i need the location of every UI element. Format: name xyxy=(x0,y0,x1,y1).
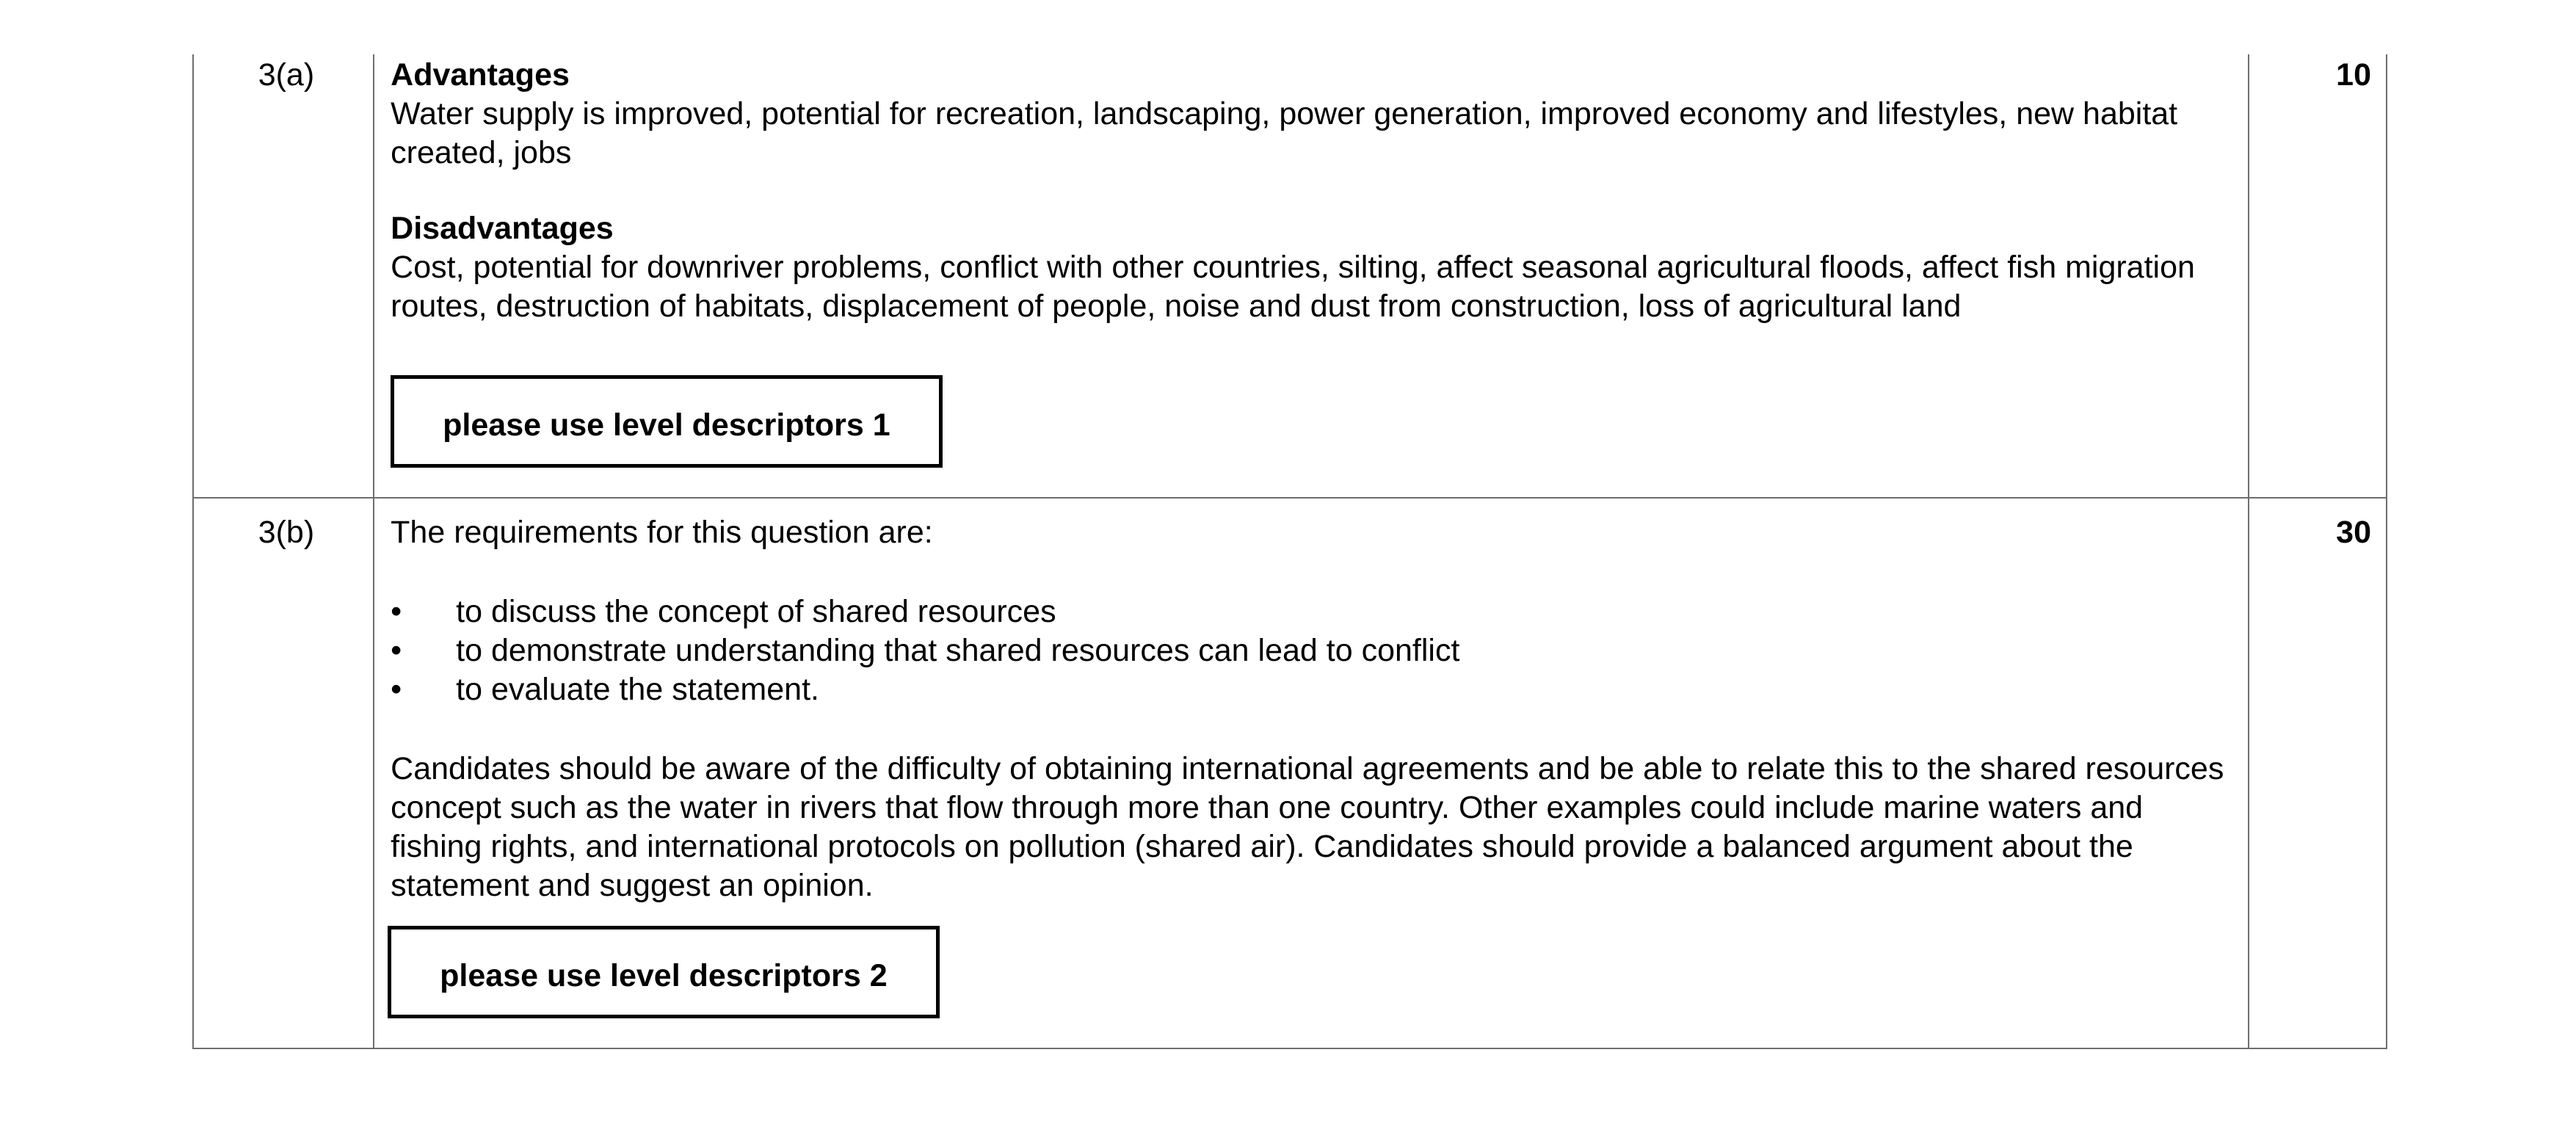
list-item-text: to discuss the concept of shared resources xyxy=(456,594,1056,629)
question-number: 3(b) xyxy=(193,498,374,1048)
list-item-text: to evaluate the statement. xyxy=(456,672,819,707)
bullet-icon: • xyxy=(391,672,402,707)
level-descriptor-box: please use level descriptors 1 xyxy=(391,375,943,468)
marks-value: 10 xyxy=(2249,54,2387,498)
question-number: 3(a) xyxy=(193,54,374,498)
list-item xyxy=(391,670,2226,709)
spacer xyxy=(391,173,2226,209)
level-descriptor-box: please use level descriptors 2 xyxy=(388,926,940,1018)
requirements-intro: The requirements for this question are: xyxy=(391,515,933,550)
guidance-text: Candidates should be aware of the difficulty of obtaining international agreements and be able to relate this to the shared resources concept such as the water in rivers that flow through more than one country. Other examples could include marine waters and fishing rights, and international protocols on pollution (shared air). Candidates should provide a balanced argument about the statement and suggest an opinion. xyxy=(391,751,2224,903)
answer-cell xyxy=(374,54,2249,498)
spacer xyxy=(391,552,2226,593)
advantages-heading: Advantages xyxy=(391,57,570,93)
answer-cell xyxy=(374,498,2249,1048)
mark-scheme-table xyxy=(192,54,2387,1049)
table-row-3b xyxy=(193,498,2387,1048)
table-row-3a xyxy=(193,54,2387,498)
disadvantages-heading: Disadvantages xyxy=(391,211,614,246)
bullet-icon: • xyxy=(391,633,402,668)
spacer xyxy=(391,709,2226,750)
disadvantages-text: Cost, potential for downriver problems, conflict with other countries, silting, affect seasonal agricultural floods, affect fish migration routes, destruction of habitats, displacement of people, noise and dust from construction, loss of agricultural land xyxy=(391,250,2195,324)
list-item xyxy=(391,593,2226,631)
marks-value: 30 xyxy=(2249,498,2387,1048)
requirements-list xyxy=(391,593,2226,709)
list-item-text: to demonstrate understanding that shared resources can lead to conflict xyxy=(456,633,1460,668)
bullet-icon: • xyxy=(391,594,402,629)
list-item xyxy=(391,631,2226,670)
advantages-text: Water supply is improved, potential for recreation, landscaping, power generation, improved economy and lifestyles, new habitat created, jobs xyxy=(391,96,2178,170)
